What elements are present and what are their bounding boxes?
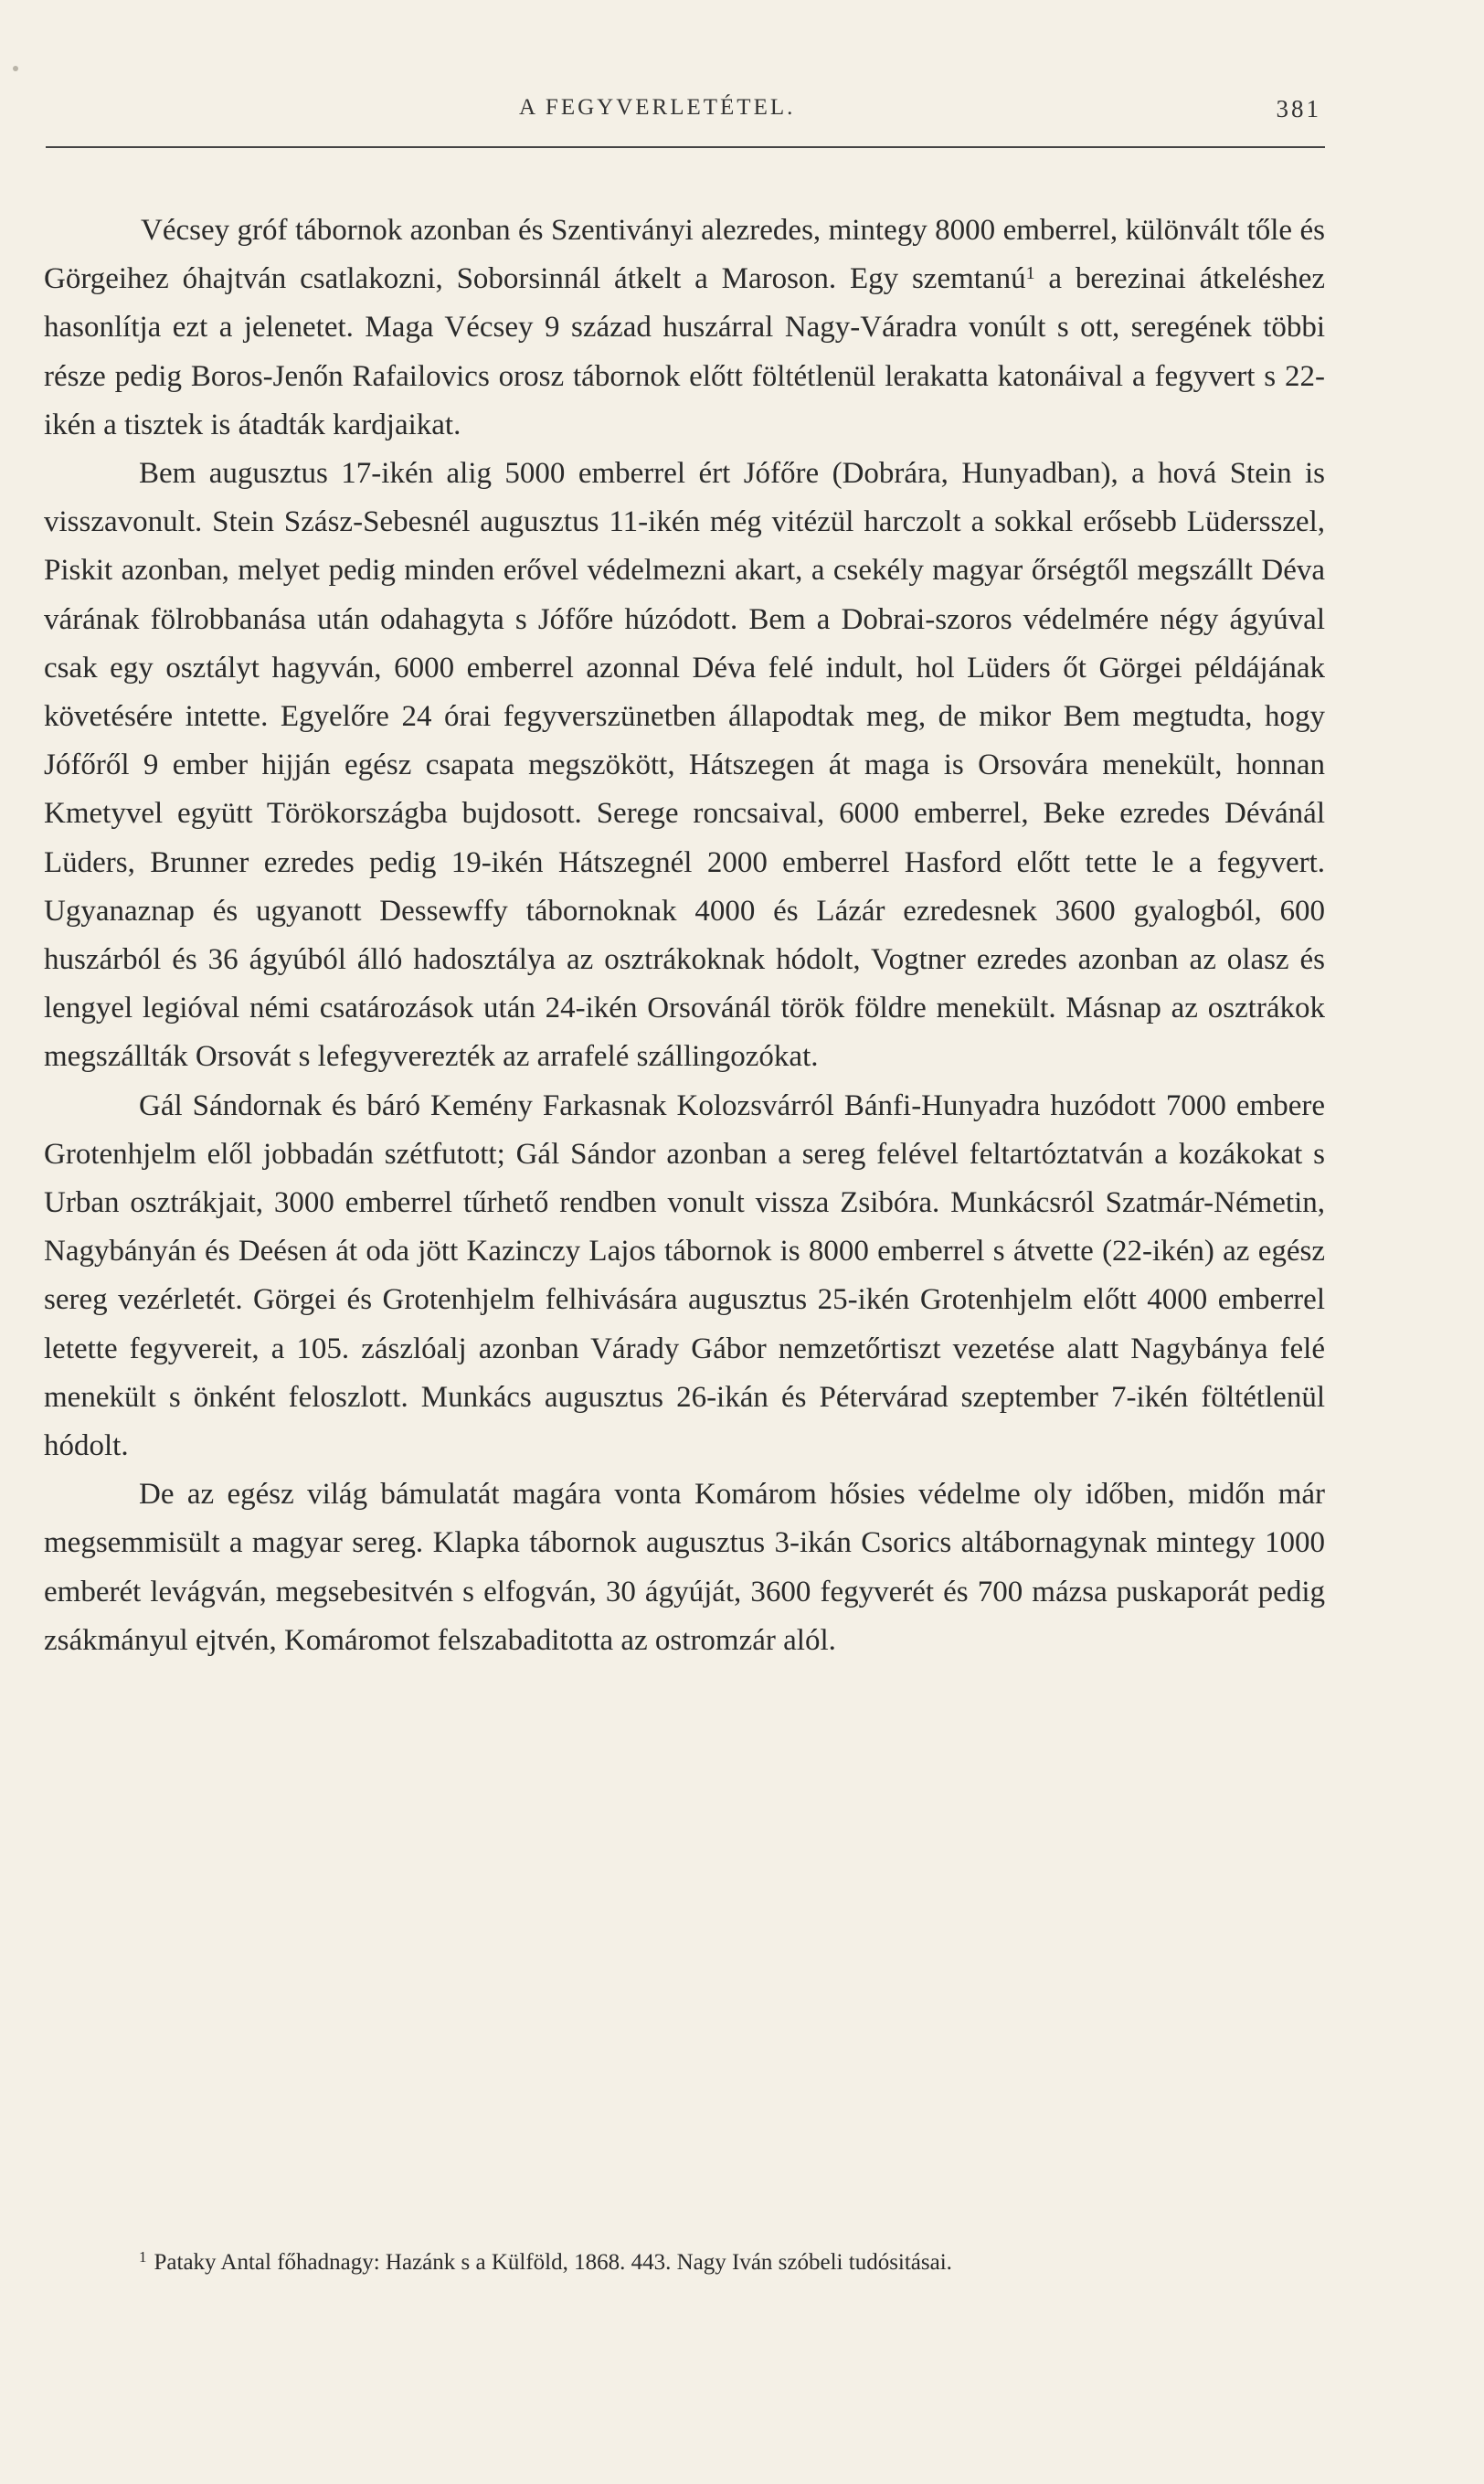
running-header bbox=[44, 95, 1329, 137]
paragraph-3: Gál Sándornak és báró Kemény Farkasnak Kolozsvárról Bánfi-Hunyadra huzódott 7000 embere Grotenhjelm elől jobbadán szétfutott; Gál Sándor azonban a sereg felével feltartóztatván a kozákokat s Urban osztrákjait, 3000 emberrel tűrhető rendben vonult vissza Zsibóra. Munkácsról Szatmár-Németin, Nagybányán és Deésen át oda jött Kazinczy Lajos tábornok is 8000 emberrel s átvette (22-ikén) az egész sereg vezérletét. Görgei és Grotenhjelm felhivására augusztus 25-ikén Grotenhjelm előtt 4000 emberrel letette fegyvereit, a 105. zászlóalj azonban Várady Gábor nemzetőrtiszt vezetése alatt Nagybánya felé menekült s önként feloszlott. Munkács augusztus 26-ikán és Pétervárad szeptember 7-ikén föltétlenül hódolt. bbox=[44, 1088, 1325, 1463]
page-speck bbox=[13, 66, 18, 71]
footnote-reference[interactable]: 1 bbox=[1025, 263, 1035, 284]
page-number: 381 bbox=[1276, 95, 1321, 122]
paragraph-1-text-a: Vécsey gróf tábornok azonban és Szentiványi alezredes, mintegy 8000 emberrel, különvált tőle és Görgeihez óhajtván csatlakozni, Soborsinnál átkelt a Maroson. Egy szemtanú bbox=[44, 214, 1325, 296]
footnote bbox=[44, 2244, 1325, 2282]
running-title: A FEGYVERLETÉTEL. bbox=[519, 95, 796, 120]
paragraph-4: De az egész világ bámulatát magára vonta Komárom hősies védelme oly időben, midőn már megsemmisült a magyar sereg. Klapka tábornok augusztus 3-ikán Csorics altábornagynak mintegy 1000 emberét levágván, megsebesitvén s elfogván, 30 ágyúját, 3600 fegyverét és 700 mázsa puskaporát pedig zsákmányul ejtvén, Komáromot felszabaditotta az ostromzár alól. bbox=[44, 1478, 1325, 1657]
paragraph-1-text-b: a berezinai átkeléshez hasonlítja ezt a jelenetet. Maga Vécsey 9 század huszárral Nagy-Váradra vonúlt s ott, seregének többi része pedig Boros-Jenőn Rafailovics orosz tábornok előtt föltétlenül lerakatta katonáival a fegyvert s 22-ikén a tisztek is átadták kardjaikat. bbox=[44, 262, 1325, 441]
footnote-mark: 1 bbox=[139, 2248, 147, 2266]
body-text bbox=[44, 207, 1325, 1665]
footnote-text: Pataky Antal főhadnagy: Hazánk s a Külföld, 1868. 443. Nagy Iván szóbeli tudósitásai. bbox=[154, 2250, 952, 2275]
header-rule bbox=[46, 146, 1325, 148]
paragraph-1 bbox=[44, 207, 1325, 450]
paragraph-2: Bem augusztus 17-ikén alig 5000 emberrel ért Jófőre (Dobrára, Hunyadban), a hová Stein is visszavonult. Stein Szász-Sebesnél augusztus 11-ikén még vitézül harczolt a sokkal erősebb Lüdersszel, Piskit azonban, melyet pedig minden erővel védelmezni akart, a csekély magyar őrségtől megszállt Déva várának fölrobbanása után odahagyta s Jófőre húzódott. Bem a Dobrai-szoros védelmére négy ágyúval csak egy osztályt hagyván, 6000 emberrel azonnal Déva felé indult, hol Lüders őt Görgei példájának követésére intette. Egyelőre 24 órai fegyverszünetben állapodtak meg, de mikor Bem megtudta, hogy Jófőről 9 ember hijján egész csapata megszökött, Hátszegen át maga is Orsovára menekült, honnan Kmetyvel együtt Törökországba bujdosott. Serege roncsaival, 6000 emberrel, Beke ezredes Dévánál Lüders, Brunner ezredes pedig 19-ikén Hátszegnél 2000 emberrel Hasford előtt tette le a fegyvert. Ugyanaznap és ugyanott Dessewffy tábornoknak 4000 és Lázár ezredesnek 3600 gyalogból, 600 huszárból és 36 ágyúból álló hadosztálya az osztrákoknak hódolt, Vogtner ezredes azonban az olasz és lengyel legióval némi csatározások után 24-ikén Orsovánál török földre menekült. Másnap az osztrákok megszállták Orsovát s lefegyverezték az arrafelé szállingozókat. bbox=[44, 457, 1325, 1074]
